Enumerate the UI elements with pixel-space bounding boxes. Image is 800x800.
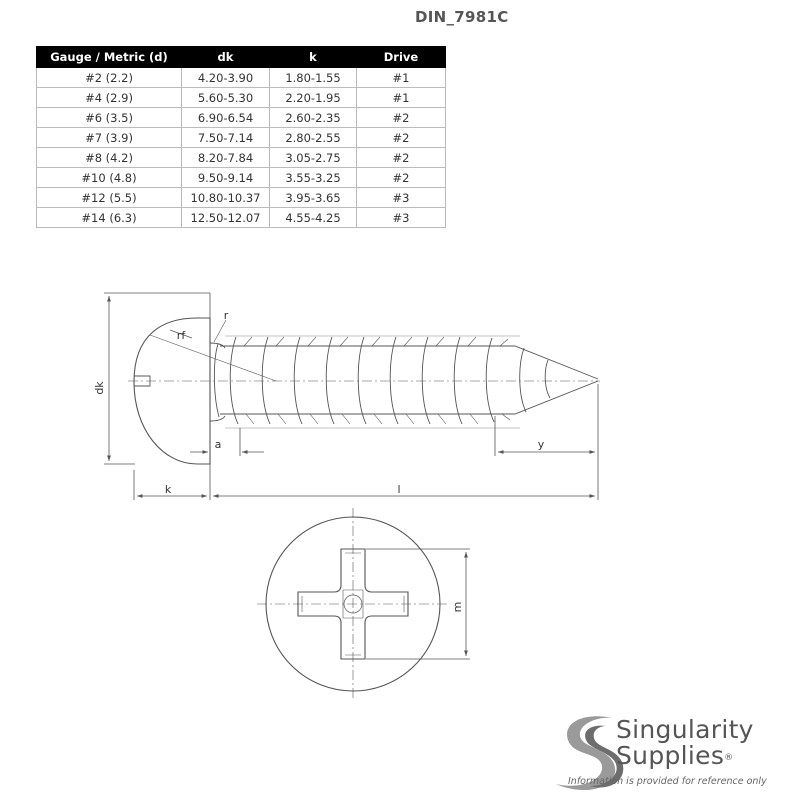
r-label: r (223, 309, 229, 322)
column-header: k (270, 47, 357, 68)
table-cell: #14 (6.3) (37, 208, 182, 228)
table-cell: #1 (357, 68, 446, 88)
thread-turn (422, 337, 430, 424)
table-cell: 3.55-3.25 (270, 168, 357, 188)
table-cell: #6 (3.5) (37, 108, 182, 128)
table-cell: #3 (357, 208, 446, 228)
y-label: y (537, 438, 545, 451)
radius-construction (150, 320, 276, 381)
table-cell: 1.80-1.55 (270, 68, 357, 88)
table-cell: 6.90-6.54 (182, 108, 270, 128)
logo-text-singularity: Singularity (616, 715, 754, 744)
thread-turn (520, 348, 526, 412)
column-header: Drive (357, 47, 446, 68)
dk-extension-lines (104, 293, 210, 464)
table-cell: #12 (5.5) (37, 188, 182, 208)
table-cell: #10 (4.8) (37, 168, 182, 188)
table-cell: 2.80-2.55 (270, 128, 357, 148)
thread-turn (326, 337, 334, 424)
thread-root-flank (244, 337, 508, 346)
column-header: dk (182, 47, 270, 68)
thread-turns (214, 337, 550, 424)
screw-head (134, 318, 210, 464)
thread-turn (454, 337, 462, 424)
table-cell: #2 (2.2) (37, 68, 182, 88)
table-cell: 4.20-3.90 (182, 68, 270, 88)
table-cell: 2.60-2.35 (270, 108, 357, 128)
document-title: DIN_7981C (415, 8, 509, 26)
table-cell: #8 (4.2) (37, 148, 182, 168)
column-header: Gauge / Metric (d) (37, 47, 182, 68)
screw-side-view (128, 318, 600, 464)
thread-turn (214, 344, 219, 417)
table-cell: #4 (2.9) (37, 88, 182, 108)
table-cell: 10.80-10.37 (182, 188, 270, 208)
registered-mark: ® (724, 753, 734, 763)
table-cell: 7.50-7.14 (182, 128, 270, 148)
m-label: m (451, 601, 464, 613)
table-cell: 3.05-2.75 (270, 148, 357, 168)
table-cell: 3.95-3.65 (270, 188, 357, 208)
logo-text-supplies: Supplies (616, 741, 725, 770)
k-label: k (164, 483, 172, 496)
table-cell: #2 (357, 168, 446, 188)
table-cell: #1 (357, 88, 446, 108)
table-cell: #2 (357, 108, 446, 128)
thread-root-flank (246, 414, 510, 424)
thread-turn (390, 337, 398, 424)
shank-outline (220, 346, 598, 414)
table-cell: #2 (357, 128, 446, 148)
screw-top-view (257, 508, 449, 700)
table-cell: 8.20-7.84 (182, 148, 270, 168)
dk-label: dk (93, 381, 106, 395)
top-view-center-lines (257, 508, 449, 700)
disclaimer-text: Information is provided for reference only (568, 776, 767, 787)
a-label: a (214, 438, 222, 451)
table-cell: #7 (3.9) (37, 128, 182, 148)
table-cell: #2 (357, 148, 446, 168)
thread-turn (262, 337, 270, 424)
logo-text-supplies-wrap (616, 742, 733, 770)
l-label: l (397, 483, 401, 496)
thread-turn (294, 337, 302, 424)
table-cell: 12.50-12.07 (182, 208, 270, 228)
k-extension-lines (134, 293, 210, 500)
table-cell: 9.50-9.14 (182, 168, 270, 188)
table-cell: 2.20-1.95 (270, 88, 357, 108)
table-cell: 4.55-4.25 (270, 208, 357, 228)
dimension-lines (104, 293, 598, 500)
thread-turn (486, 338, 494, 422)
thread-turn (230, 337, 238, 424)
table-cell: 5.60-5.30 (182, 88, 270, 108)
rf-label: rf (176, 329, 186, 342)
thread-turn (545, 360, 550, 398)
thread-turn (358, 337, 366, 424)
table-cell: #3 (357, 188, 446, 208)
